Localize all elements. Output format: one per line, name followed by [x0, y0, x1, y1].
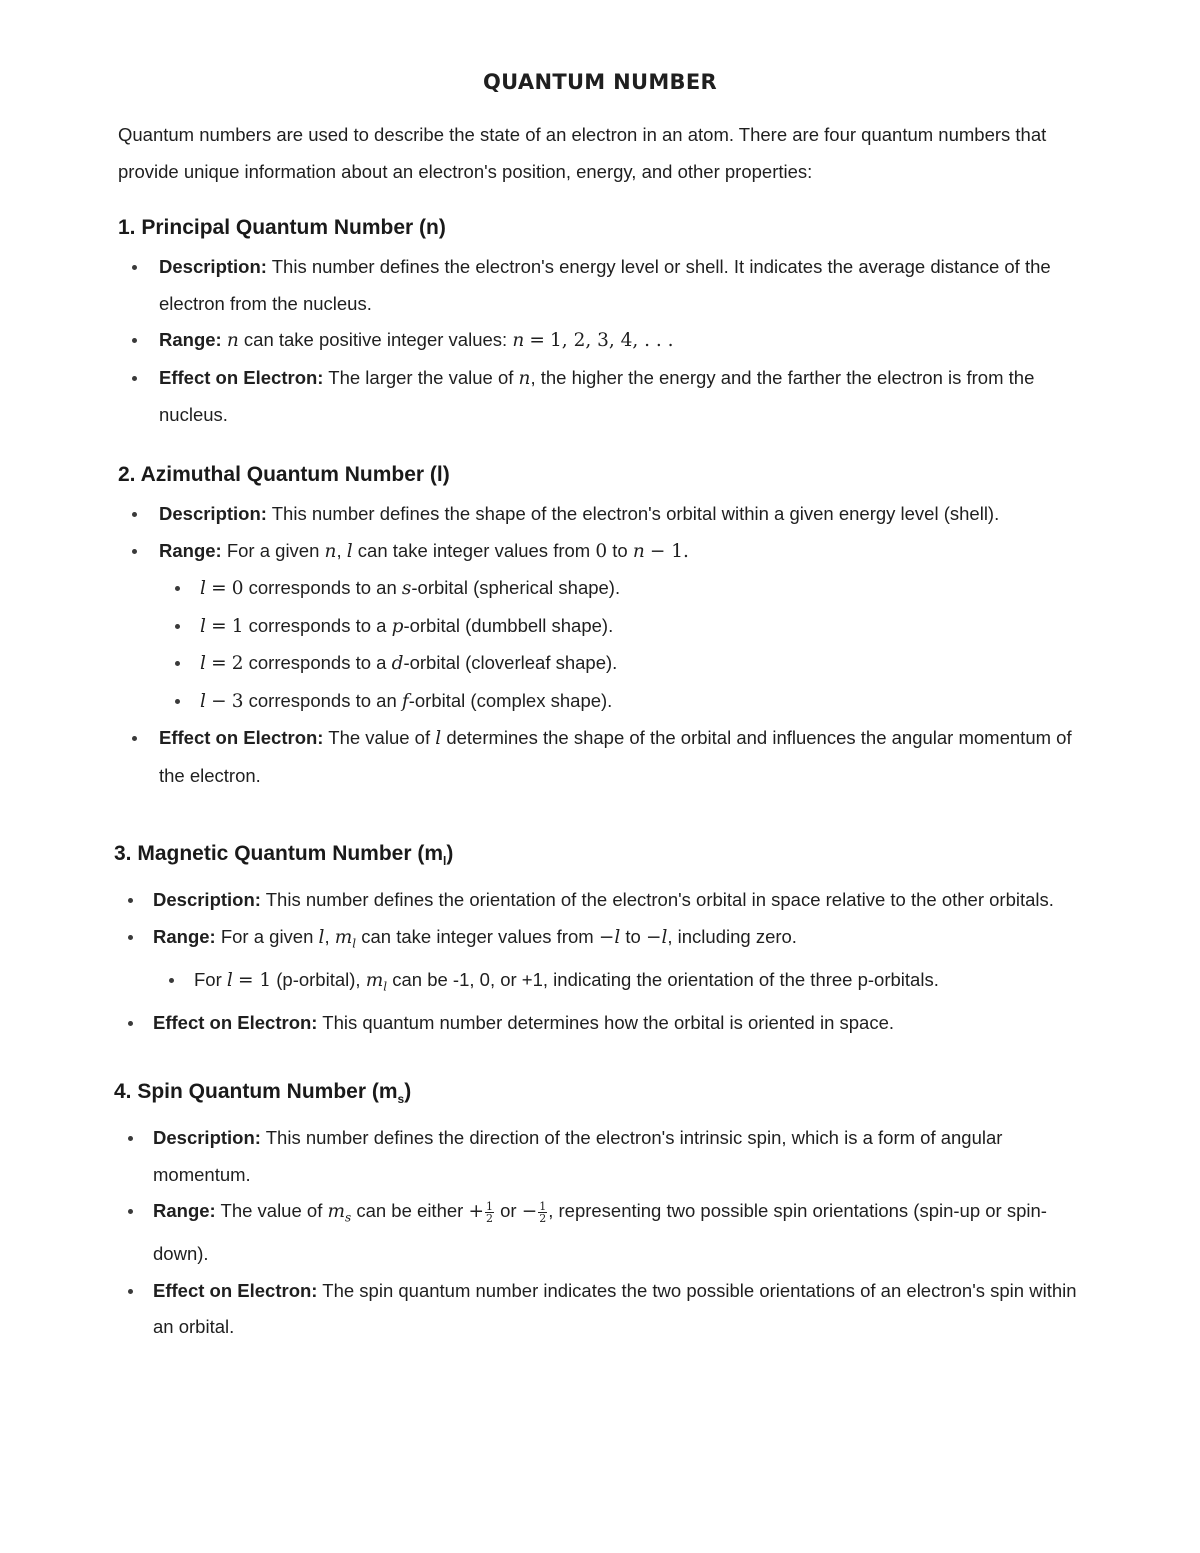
effect-text: , the higher the energy and the farther the electron is from the nucleus.	[159, 366, 1035, 425]
description-label: Description:	[153, 889, 261, 911]
description-label: Description:	[153, 1127, 261, 1149]
effect-text: The value of	[328, 727, 431, 748]
list-item-range: Range: The value of $m_s$ can be either + $\frac{1}{2}$ or − $\frac{1}{2}$ , representing two possible spin orientations (spin-up or spin-down).	[114, 1193, 1089, 1273]
effect-text: determines the shape of the orbital and influences the angular momentum of the electron.	[159, 727, 1072, 786]
bullet-list	[118, 496, 1093, 794]
list-item: l = 1 corresponds to a p-orbital (dumbbell shape).	[159, 608, 1093, 646]
page-title: QUANTUM NUMBER	[483, 70, 717, 94]
list-item-description	[114, 1120, 1089, 1193]
math-var: n	[518, 367, 531, 389]
fraction-one-half: $\frac{1}{2}$	[485, 1199, 493, 1225]
math-var: n	[226, 330, 239, 351]
range-text: can take integer values from	[357, 539, 591, 561]
bullet-list	[114, 1120, 1089, 1346]
section-spin	[114, 1077, 1089, 1346]
list-item-range: Range: For a given n, l can take integer values from 0 to n − 1. l = 0 corresponds to an s-orbital (spherical shape). l = 1 corresponds to a p-orbital (dumbbell shape). l = 2 corresponds to a d-orbital (cloverleaf shape). l − 3 corresponds to an f-orbital (complex shape).	[118, 533, 1093, 721]
list-item: l − 3 corresponds to an f-orbital (complex shape).	[159, 683, 1093, 721]
section-heading: 2. Azimuthal Quantum Number (l)	[118, 463, 450, 486]
fraction-one-half: $\frac{1}{2}$	[539, 1199, 547, 1225]
list-item-effect	[118, 360, 1093, 434]
bullet-list	[118, 249, 1093, 434]
description-label: Description:	[159, 503, 267, 524]
math-var: l	[435, 728, 442, 749]
list-item: l = 0 corresponds to an s-orbital (spherical shape).	[159, 570, 1093, 608]
effect-text: The larger the value of	[328, 366, 514, 388]
effect-label: Effect on Electron:	[153, 1279, 318, 1301]
math-var: n	[512, 330, 525, 351]
range-label: Range:	[153, 1200, 216, 1222]
range-values: 1, 2, 3, 4, . . .	[550, 330, 674, 351]
list-item: For l = 1 (p-orbital), $m_l$ can be -1, 0, or +1, indicating the orientation of the three p-orbitals.	[153, 962, 1089, 1005]
list-item-description	[114, 882, 1089, 919]
list-item-description	[118, 249, 1093, 322]
list-item-description	[118, 496, 1093, 533]
intro-paragraph: Quantum numbers are used to describe the state of an electron in an atom. There are four quantum numbers that provide unique information about an electron's position, energy, and other properties:	[118, 124, 1047, 182]
range-label: Range:	[159, 329, 222, 350]
sub-list	[159, 570, 1093, 720]
description-text: This number defines the electron's energy level or shell. It indicates the average distance of the electron from the nucleus.	[159, 256, 1051, 314]
effect-text: The spin quantum number indicates the two possible orientations of an electron's spin within an orbital.	[153, 1279, 1077, 1338]
list-item-effect	[118, 720, 1093, 794]
range-text: can take positive integer values:	[243, 329, 508, 350]
description-text: This number defines the direction of the electron's intrinsic spin, which is a form of angular momentum.	[153, 1127, 1003, 1185]
section-magnetic	[114, 839, 1089, 1042]
sub-list	[153, 962, 1089, 1005]
section-heading: 4. Spin Quantum Number $(m_s)$	[114, 1080, 412, 1107]
range-text: to	[612, 539, 628, 561]
section-azimuthal	[118, 460, 1093, 794]
effect-text: This quantum number determines how the orbital is oriented in space.	[322, 1012, 895, 1034]
list-item-effect	[114, 1005, 1089, 1042]
range-text: For a given	[226, 539, 320, 561]
bullet-list	[114, 882, 1089, 1041]
list-item-range: Range: For a given l, $m_l$ can take integer values from −l to −l, including zero. For l = 1 (p-orbital), $m_l$ can be -1, 0, or +1, indicating the orientation of the three p-orbitals.	[114, 919, 1089, 1005]
effect-label: Effect on Electron:	[159, 366, 324, 388]
list-item-effect	[114, 1273, 1089, 1346]
list-item-range: Range: n can take positive integer values: n = 1, 2, 3, 4, . . .	[118, 322, 1093, 360]
description-text: This number defines the shape of the electron's orbital within a given energy level (shell).	[271, 503, 1000, 524]
description-text: This number defines the orientation of the electron's orbital in space relative to the other orbitals.	[265, 889, 1054, 911]
section-heading: 3. Magnetic Quantum Number $(m_l)$	[114, 842, 454, 869]
effect-label: Effect on Electron:	[159, 727, 324, 748]
section-principal	[118, 213, 1093, 434]
list-item: l = 2 corresponds to a d-orbital (cloverleaf shape).	[159, 645, 1093, 683]
range-label: Range:	[153, 925, 216, 947]
section-heading: 1. Principal Quantum Number (n)	[118, 216, 446, 239]
description-label: Description:	[159, 256, 267, 277]
effect-label: Effect on Electron:	[153, 1012, 318, 1034]
range-label: Range:	[159, 539, 222, 561]
